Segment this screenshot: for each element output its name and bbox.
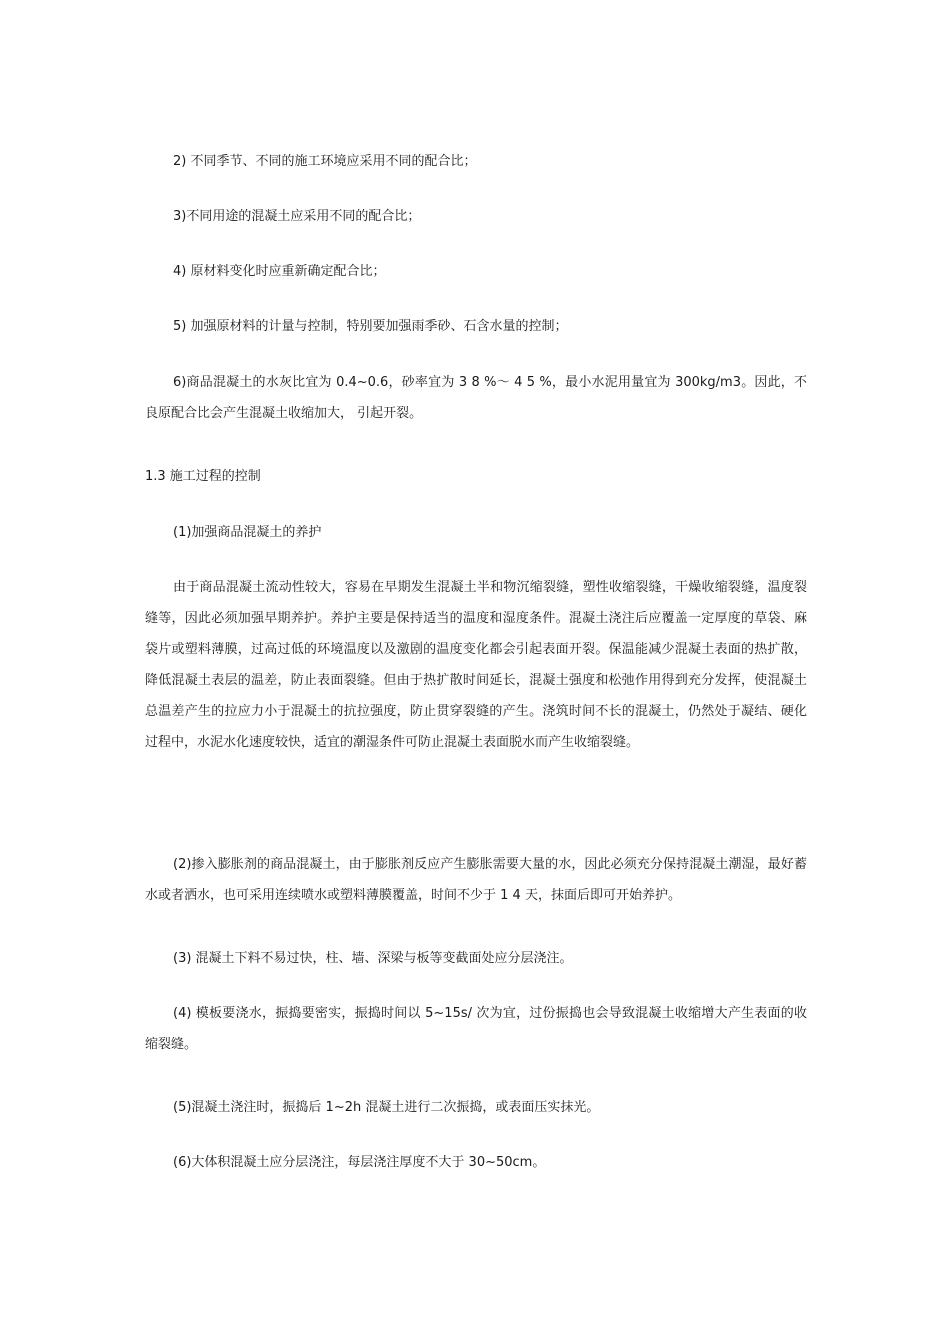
paragraph-item-p5: (5)混凝土浇注时，振捣后 1~2h 混凝土进行二次振捣，或表面压实抹光。 [173,1100,600,1115]
subsection-heading: (1)加强商品混凝土的养护 [173,525,322,540]
body-paragraph: 由于商品混凝土流动性较大，容易在早期发生混凝土半和物沉缩裂缝，塑性收缩裂缝，干燥收缩裂缝，温度裂缝等，因此必须加强早期养护。养护主要是保持适当的温度和湿度条件。混凝土浇注后应覆盖一定厚度的草袋、麻袋片或塑料薄膜，过高过低的环境温度以及激剧的温度变化都会引起表面开裂。保温能减少混凝土表面的热扩散，降低混凝土表层的温差，防止表面裂缝。但由于热扩散时间延长，混凝土强度和松弛作用得到充分发挥，使混凝土总温差产生的拉应力小于混凝土的抗拉强度，防止贯穿裂缝的产生。浇筑时间不长的混凝土，仍然处于凝结、硬化过程中，水泥水化速度较快，适宜的潮湿条件可防止混凝土表面脱水而产生收缩裂缝。 [145,580,807,750]
paragraph-item-2: 2) 不同季节、不同的施工环境应采用不同的配合比； [173,154,477,169]
section-heading: 1.3 施工过程的控制 [145,469,261,484]
paragraph-item-4: 4) 原材料变化时应重新确定配合比； [173,264,386,279]
paragraph-item-3: 3)不同用途的混凝土应采用不同的配合比； [173,209,421,224]
paragraph-item-p3: (3) 混凝土下料不易过快，柱、墙、深梁与板等变截面处应分层浇注。 [173,951,573,966]
paragraph-item-5: 5) 加强原材料的计量与控制，特别要加强雨季砂、石含水量的控制； [173,319,568,334]
paragraph-item-p4: (4) 模板要浇水，振捣要密实，振捣时间以 5~15s/ 次为宜，过份振捣也会导致混凝土收缩增大产生表面的收缩裂缝。 [145,1006,807,1052]
paragraph-item-6: 6)商品混凝土的水灰比宜为 0.4~0.6，砂率宜为 3 8 %～ 4 5 %，最小水泥用量宜为 300kg/m3。因此，不良原配合比会产生混凝土收缩加大， 引起开裂。 [145,375,807,421]
paragraph-item-p2: (2)掺入膨胀剂的商品混凝土，由于膨胀剂反应产生膨胀需要大量的水，因此必须充分保持混凝土潮湿，最好蓄水或者洒水，也可采用连续喷水或塑料薄膜覆盖，时间不少于 1 4 天，抹面后即可开始养护。 [145,857,807,903]
paragraph-item-p6: (6)大体积混凝土应分层浇注，每层浇注厚度不大于 30~50cm。 [173,1155,546,1170]
